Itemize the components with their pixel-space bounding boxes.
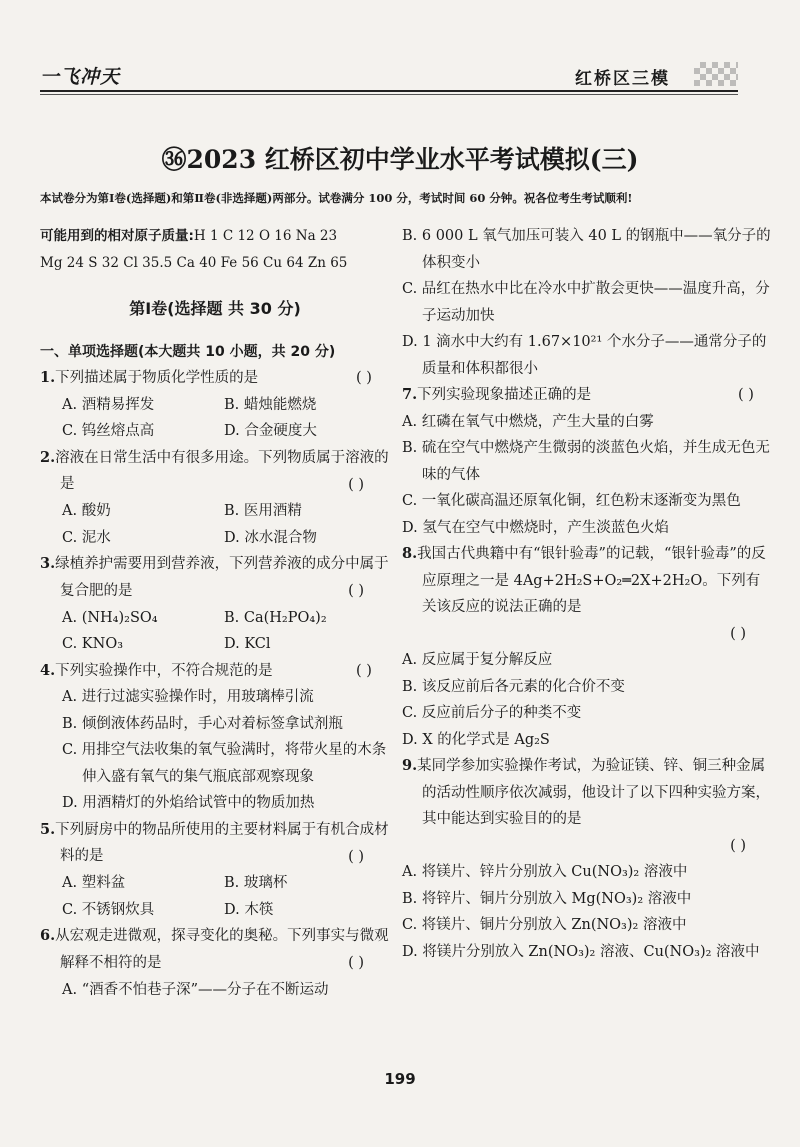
q-stem: 下列实验现象描述正确的是: [417, 387, 592, 403]
option-c: C. 一氧化碳高温还原氧化铜，红色粉末逐渐变为黑色: [402, 493, 741, 509]
option-b: B. 将锌片、铜片分别放入 Mg(NO₃)₂ 溶液中: [402, 890, 692, 907]
q-num: 4.: [40, 661, 56, 679]
page-title: ㊱2023 红桥区初中学业水平考试模拟(三): [161, 145, 639, 174]
option-c: C. 泥水: [62, 529, 111, 546]
q-stem: 溶液在日常生活中有很多用途。下列物质属于溶液的是: [55, 449, 389, 492]
option-a: A. 红磷在氧气中燃烧，产生大量的白雾: [402, 413, 654, 430]
option-d: D. 冰水混合物: [224, 529, 317, 546]
q-num: 1.: [40, 369, 56, 386]
exam-intro: 本试卷分为第Ⅰ卷(选择题)和第Ⅱ卷(非选择题)两部分。试卷满分 100 分，考试时间 60 分钟。祝各位考生考试顺利!: [40, 191, 633, 205]
option-d: D. KCl: [224, 636, 271, 652]
question-3: [40, 551, 390, 658]
option-b: B. 6 000 L 氧气加压可装入 40 L 的钢瓶中——氧分子的体积变小: [402, 228, 771, 271]
q-stem: 某同学参加实验操作考试，为验证镁、锌、铜三种金属的活动性顺序依次减弱，他设计了以下四种实验方案，其中能达到实验目的的是: [417, 758, 770, 827]
header-rule: [40, 90, 738, 92]
atomic-masses: [40, 223, 390, 276]
right-column: [402, 223, 772, 965]
question-type-heading: 一、单项选择题(本大题共 10 小题，共 20 分): [40, 343, 336, 360]
question-2: [40, 445, 390, 552]
option-c: C. 钨丝熔点高: [62, 423, 155, 439]
option-c: C. 将镁片、铜片分别放入 Zn(NO₃)₂ 溶液中: [402, 917, 687, 933]
question-8: [402, 541, 772, 753]
atomic-masses-label: 可能用到的相对原子质量:: [40, 228, 194, 244]
header-decoration: [694, 62, 738, 86]
q-num: 3.: [40, 555, 56, 572]
option-b: B. 医用酒精: [224, 503, 302, 519]
answer-bracket: ( ): [348, 476, 364, 493]
option-c: C. 品红在热水中比在冷水中扩散会更快——温度升高，分子运动加快: [402, 281, 770, 324]
brand-logo: 一飞冲天: [40, 66, 121, 88]
header-rule-thin: [40, 94, 738, 95]
option-a: A. (NH₄)₂SO₄: [62, 609, 158, 626]
question-6-continued: [402, 223, 772, 382]
left-column: [40, 223, 390, 1003]
answer-bracket: ( ): [730, 837, 746, 854]
q-num: 6.: [40, 927, 56, 944]
q-stem: 我国古代典籍中有“银针验毒”的记载，“银针验毒”的反应原理之一是 4Ag+2H₂S+O₂═2X+2H₂O。下列有关该反应的说法正确的是: [417, 546, 766, 615]
option-c: C. 不锈钢炊具: [62, 901, 155, 918]
q-num: 8.: [402, 545, 418, 562]
answer-bracket: ( ): [348, 955, 364, 971]
answer-bracket: ( ): [730, 625, 746, 642]
option-b: B. 硫在空气中燃烧产生微弱的淡蓝色火焰，并生成无色无味的气体: [402, 440, 770, 483]
question-9: [402, 753, 772, 965]
option-c: C. KNO₃: [62, 636, 124, 652]
option-a: A. 反应属于复分解反应: [402, 652, 553, 668]
option-a: A. 酸奶: [62, 503, 111, 519]
option-c: C. 反应前后分子的种类不变: [402, 705, 582, 721]
q-stem: 绿植养护需要用到营养液，下列营养液的成分中属于复合肥的是: [55, 556, 389, 599]
option-a: A. 塑料盆: [62, 875, 126, 891]
question-5: [40, 817, 390, 924]
answer-bracket: ( ): [348, 848, 364, 865]
option-a: A. 进行过滤实验操作时，用玻璃棒引流: [62, 689, 314, 705]
q-num: 5.: [40, 820, 56, 838]
question-1: 1.下列描述属于物质化学性质的是 ( ) A. 酒精易挥发 B. 蜡烛能燃烧 C. 钨丝熔点高 D. 合金硬度大: [40, 365, 390, 445]
option-a: A. 酒精易挥发: [62, 396, 155, 413]
atomic-masses-line2: Mg 24 S 32 Cl 35.5 Ca 40 Fe 56 Cu 64 Zn 65: [40, 254, 348, 271]
option-c: C. 用排空气法收集的氧气验满时，将带火星的木条伸入盛有氧气的集气瓶底部观察现象: [62, 742, 387, 785]
option-d: D. X 的化学式是 Ag₂S: [402, 731, 550, 748]
q-stem: 下列描述属于物质化学性质的是: [55, 370, 259, 386]
option-b: B. 玻璃杯: [224, 875, 288, 891]
question-6: [40, 923, 390, 1003]
option-d: D. 用酒精灯的外焰给试管中的物质加热: [62, 795, 315, 811]
option-b: B. 蜡烛能燃烧: [224, 396, 317, 413]
option-d: D. 氢气在空气中燃烧时，产生淡蓝色火焰: [402, 519, 669, 536]
q-num: 7.: [402, 386, 418, 403]
q-stem: 下列厨房中的物品所使用的主要材料属于有机合成材料的是: [55, 821, 389, 864]
section-heading: 第Ⅰ卷(选择题 共 30 分): [129, 299, 301, 318]
option-b: B. Ca(H₂PO₄)₂: [224, 609, 327, 626]
page-number: 199: [384, 1070, 416, 1088]
q-num: 2.: [40, 448, 56, 466]
atomic-masses-line1: H 1 C 12 O 16 Na 23: [193, 228, 338, 244]
exam-tag: 红桥区三模: [575, 69, 670, 89]
option-b: B. 倾倒液体药品时，手心对着标签拿试剂瓶: [62, 715, 343, 732]
answer-bracket: ( ): [348, 583, 364, 599]
q-num: 9.: [402, 757, 418, 774]
question-4: 4.下列实验操作中，不符合规范的是 ( ) A. 进行过滤实验操作时，用玻璃棒引流 B. 倾倒液体药品时，手心对着标签拿试剂瓶 C. 用排空气法收集的氧气验满时，将带火星的木条伸入盛有氧气的集气瓶底部观察现象 D. 用酒精灯的外焰给试管中的物质加热: [40, 658, 390, 817]
option-b: B. 该反应前后各元素的化合价不变: [402, 678, 625, 695]
option-d: D. 木筷: [224, 901, 274, 918]
option-d: D. 将镁片分别放入 Zn(NO₃)₂ 溶液、Cu(NO₃)₂ 溶液中: [402, 943, 760, 960]
question-7: 7.下列实验现象描述正确的是 ( ) A. 红磷在氧气中燃烧，产生大量的白雾 B. 硫在空气中燃烧产生微弱的淡蓝色火焰，并生成无色无味的气体 C. 一氧化碳高温还原氧化铜，红色粉末逐渐变为黑色 D. 氢气在空气中燃烧时，产生淡蓝色火焰: [402, 382, 772, 541]
option-d: D. 合金硬度大: [224, 423, 317, 439]
option-a: A. 将镁片、锌片分别放入 Cu(NO₃)₂ 溶液中: [402, 864, 688, 880]
q-stem: 从宏观走进微观，探寻变化的奥秘。下列事实与微观解释不相符的是: [55, 928, 389, 971]
option-d: D. 1 滴水中大约有 1.67×10²¹ 个水分子——通常分子的质量和体积都很小: [402, 334, 767, 377]
option-a: A. “酒香不怕巷子深”——分子在不断运动: [62, 981, 329, 998]
q-stem: 下列实验操作中，不符合规范的是: [55, 662, 273, 679]
